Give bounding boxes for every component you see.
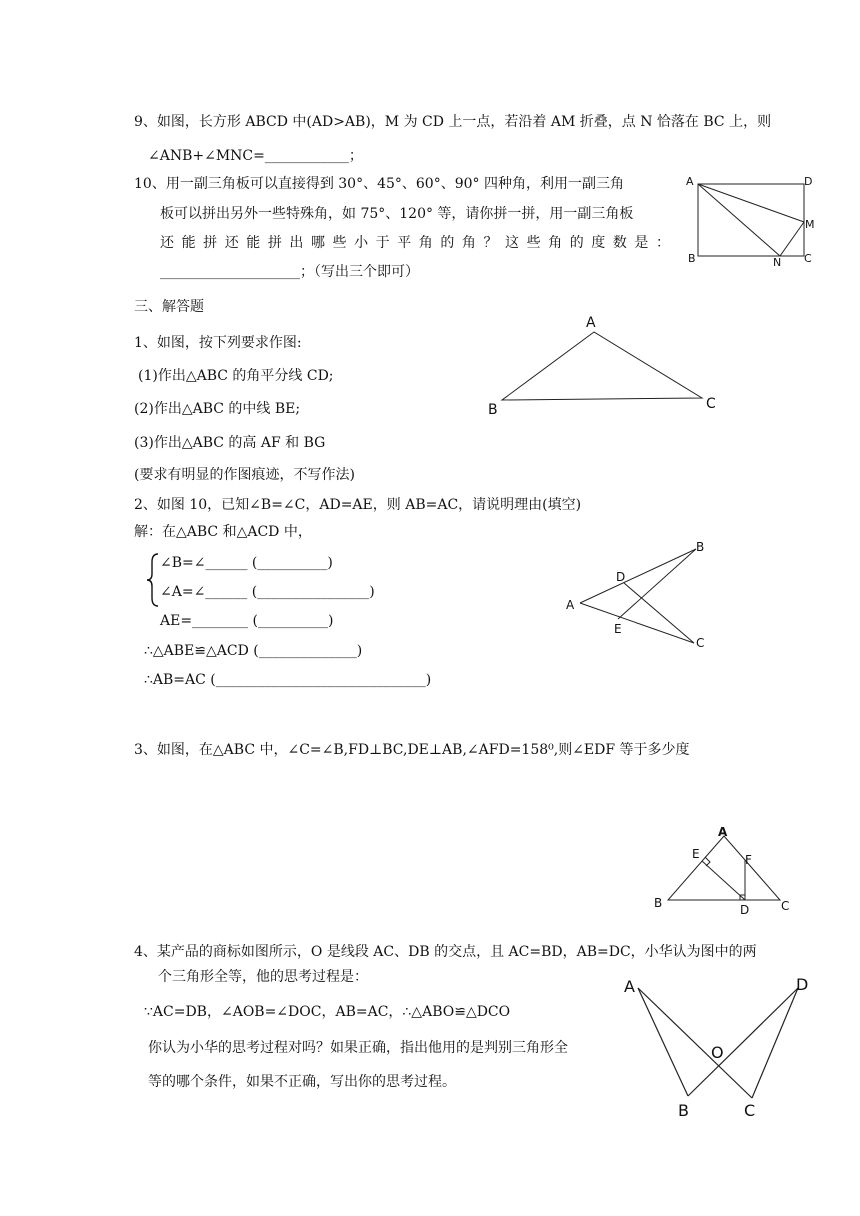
- p4-line5: 等的哪个条件，如果不正确，写出你的思考过程。: [148, 1074, 456, 1090]
- tri2-label-c: C: [781, 899, 790, 913]
- w-label-o: O: [711, 1043, 724, 1062]
- bow-label-e: E: [614, 622, 622, 636]
- p2-conclusion1: ∴△ABE≌△ACD (______________): [144, 643, 363, 659]
- tri2-label-e: E: [692, 847, 700, 861]
- p1-item1: (1)作出△ABC 的角平分线 CD;: [138, 368, 334, 384]
- p1-item2: (2)作出△ABC 的中线 BE;: [134, 401, 301, 417]
- rectangle-fold-figure: [680, 170, 820, 270]
- section3-title: 三、解答题: [134, 299, 204, 315]
- p2-condition1: ∠B=∠______ (__________): [160, 555, 333, 571]
- q10-line2: 板可以拼出另外一些特殊角，如 75°、120° 等，请你拼一拼，用一副三角板: [160, 206, 634, 222]
- bow-label-c: C: [696, 636, 705, 650]
- triangle-abc-figure: [480, 310, 730, 420]
- bowtie-figure: [560, 535, 720, 655]
- tri2-label-a: A: [718, 825, 728, 839]
- rect-label-n: N: [773, 256, 782, 269]
- w-label-b: B: [678, 1101, 689, 1120]
- p4-line3: ∵AC=DB，∠AOB=∠DOC，AB=AC，∴△ABO≌△DCO: [144, 1004, 511, 1020]
- p2-condition2: ∠A=∠______ (________________): [160, 584, 375, 600]
- p3-text: 3、如图，在△ABC 中，∠C=∠B,FD⊥BC,DE⊥AB,∠AFD=158⁰,则∠EDF 等于多少度: [134, 742, 690, 758]
- p1-intro: 1、如图，按下列要求作图:: [134, 335, 302, 351]
- p2-conclusion2: ∴AB=AC (______________________________): [144, 672, 432, 688]
- p1-note: (要求有明显的作图痕迹，不写作法): [134, 467, 355, 483]
- bow-label-b: B: [696, 540, 705, 554]
- q10-line1: 10、用一副三角板可以直接得到 30°、45°、60°、90° 四种角，利用一副三角: [134, 176, 624, 192]
- rect-label-c: C: [804, 252, 812, 265]
- p2-condition3: AE=________ (__________): [160, 613, 334, 629]
- bow-label-a: A: [566, 598, 575, 612]
- p2-intro: 2、如图 10，已知∠B=∠C，AD=AE，则 AB=AC，请说明理由(填空): [134, 497, 582, 513]
- rect-label-b: B: [688, 252, 696, 265]
- tri1-label-c: C: [706, 396, 716, 412]
- rect-label-d: D: [804, 175, 813, 188]
- w-label-d: D: [796, 975, 809, 994]
- w-label-c: C: [744, 1101, 756, 1120]
- p4-line1: 4、某产品的商标如图所示，O 是线段 AC、DB 的交点，且 AC=BD，AB=DC，小华认为图中的两: [134, 944, 757, 960]
- tri2-label-f: F: [745, 853, 752, 867]
- q9-line2: ∠ANB+∠MNC=____________；: [148, 148, 363, 164]
- p4-line2: 个三角形全等，他的思考过程是：: [158, 969, 368, 985]
- p2-solution: 解：在△ABC 和△ACD 中，: [134, 524, 312, 540]
- rect-label-a: A: [686, 175, 694, 188]
- tri1-label-a: A: [586, 315, 596, 331]
- tri2-label-d: D: [740, 903, 750, 917]
- q9-line1: 9、如图，长方形 ABCD 中(AD>AB)，M 为 CD 上一点，若沿着 AM 折叠，点 N 恰落在 BC 上，则: [134, 114, 772, 130]
- q10-line4: ____________________；（写出三个即可）: [160, 264, 419, 280]
- w-logo-figure: [618, 970, 818, 1122]
- bow-label-d: D: [616, 570, 626, 584]
- tri2-label-b: B: [654, 896, 663, 910]
- q10-line3: 还能拼还能拼出哪些小于平角的角？这些角的度数是：: [160, 235, 670, 251]
- condition-brace: [146, 552, 160, 608]
- triangle-perpendicular-figure: [650, 822, 800, 918]
- rect-label-m: M: [805, 218, 815, 231]
- tri1-label-b: B: [488, 402, 498, 418]
- p1-item3: (3)作出△ABC 的高 AF 和 BG: [134, 435, 326, 451]
- p4-line4: 你认为小华的思考过程对吗？如果正确，指出他用的是判别三角形全: [148, 1040, 568, 1056]
- w-label-a: A: [624, 977, 635, 996]
